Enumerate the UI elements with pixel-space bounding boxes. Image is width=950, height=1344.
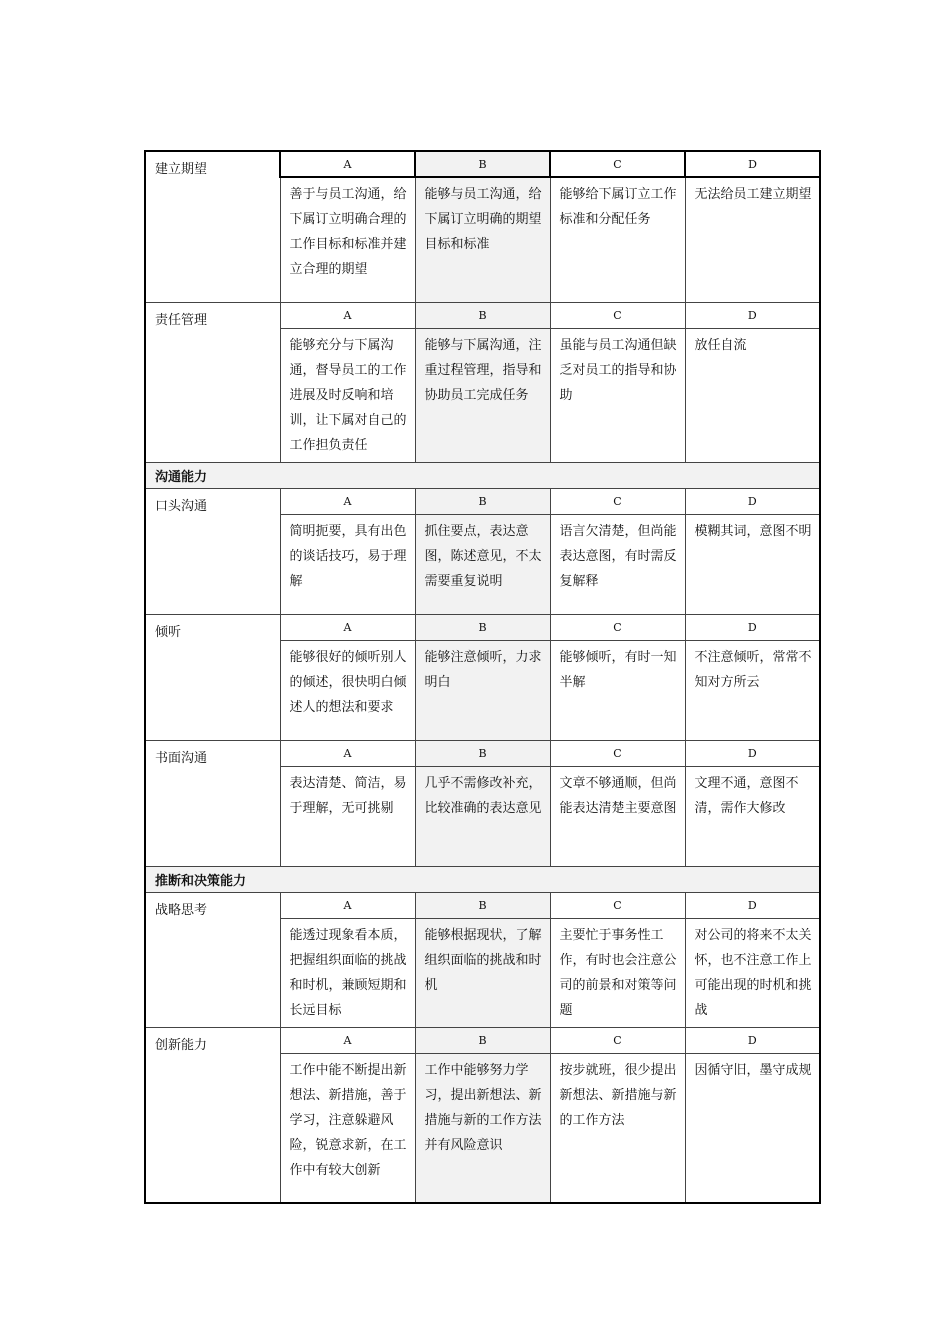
grade-description-a: 工作中能不断提出新想法、新措施，善于学习，注意躲避风险，锐意求新，在工作中有较大创新 bbox=[280, 1053, 415, 1203]
grade-header-row bbox=[145, 151, 820, 177]
competency-name: 战略思考 bbox=[145, 892, 280, 1027]
grade-label-d: D bbox=[685, 614, 820, 640]
grade-description-c: 虽能与员工沟通但缺乏对员工的指导和协助 bbox=[550, 328, 685, 462]
grade-header-row bbox=[145, 302, 820, 328]
section-title: 推断和决策能力 bbox=[145, 866, 820, 892]
grade-description-a: 能透过现象看本质，把握组织面临的挑战和时机，兼顾短期和长远目标 bbox=[280, 918, 415, 1027]
grade-description-c: 按步就班，很少提出新想法、新措施与新的工作方法 bbox=[550, 1053, 685, 1203]
grade-description-b: 抓住要点，表达意图，陈述意见，不太需要重复说明 bbox=[415, 514, 550, 614]
grade-label-b: B bbox=[415, 614, 550, 640]
grade-label-a: A bbox=[280, 614, 415, 640]
grade-description-c: 能够给下属订立工作标准和分配任务 bbox=[550, 177, 685, 302]
grade-label-a: A bbox=[280, 1027, 415, 1053]
grade-description-a: 善于与员工沟通，给下属订立明确合理的工作目标和标准并建立合理的期望 bbox=[280, 177, 415, 302]
grade-label-b: B bbox=[415, 1027, 550, 1053]
grade-label-b: B bbox=[415, 302, 550, 328]
grade-label-b: B bbox=[415, 892, 550, 918]
grade-label-a: A bbox=[280, 151, 415, 177]
grade-label-b: B bbox=[415, 488, 550, 514]
grade-description-a: 能够充分与下属沟通，督导员工的工作进展及时反响和培训，让下属对自己的工作担负责任 bbox=[280, 328, 415, 462]
competency-name: 倾听 bbox=[145, 614, 280, 740]
grade-label-d: D bbox=[685, 1027, 820, 1053]
grade-description-a: 简明扼要，具有出色的谈话技巧，易于理解 bbox=[280, 514, 415, 614]
grade-label-c: C bbox=[550, 892, 685, 918]
grade-label-c: C bbox=[550, 151, 685, 177]
grade-description-d: 无法给员工建立期望 bbox=[685, 177, 820, 302]
grade-label-c: C bbox=[550, 488, 685, 514]
grade-description-d: 对公司的将来不太关怀，也不注意工作上可能出现的时机和挑战 bbox=[685, 918, 820, 1027]
grade-description-a: 能够很好的倾听别人的倾述，很快明白倾述人的想法和要求 bbox=[280, 640, 415, 740]
grade-label-d: D bbox=[685, 740, 820, 766]
grade-description-d: 不注意倾听，常常不知对方所云 bbox=[685, 640, 820, 740]
grade-label-d: D bbox=[685, 302, 820, 328]
grade-label-c: C bbox=[550, 614, 685, 640]
grade-description-b: 能够根据现状，了解组织面临的挑战和时机 bbox=[415, 918, 550, 1027]
section-title: 沟通能力 bbox=[145, 462, 820, 488]
grade-label-a: A bbox=[280, 302, 415, 328]
grade-label-b: B bbox=[415, 151, 550, 177]
grade-description-d: 文理不通，意图不清，需作大修改 bbox=[685, 766, 820, 866]
grade-description-d: 模糊其词，意图不明 bbox=[685, 514, 820, 614]
section-header-row bbox=[145, 866, 820, 892]
grade-description-b: 能够与下属沟通，注重过程管理，指导和协助员工完成任务 bbox=[415, 328, 550, 462]
grade-header-row bbox=[145, 614, 820, 640]
grade-label-a: A bbox=[280, 892, 415, 918]
competency-name: 创新能力 bbox=[145, 1027, 280, 1203]
grade-description-c: 能够倾听，有时一知半解 bbox=[550, 640, 685, 740]
grade-description-d: 因循守旧，墨守成规 bbox=[685, 1053, 820, 1203]
competency-name: 口头沟通 bbox=[145, 488, 280, 614]
grade-description-b: 工作中能够努力学习，提出新想法、新措施与新的工作方法并有风险意识 bbox=[415, 1053, 550, 1203]
grade-description-a: 表达清楚、简洁，易于理解，无可挑剔 bbox=[280, 766, 415, 866]
grade-label-a: A bbox=[280, 740, 415, 766]
competency-name: 建立期望 bbox=[145, 151, 280, 302]
grade-label-c: C bbox=[550, 1027, 685, 1053]
grade-label-d: D bbox=[685, 488, 820, 514]
grade-label-b: B bbox=[415, 740, 550, 766]
grade-description-b: 能够与员工沟通，给下属订立明确的期望目标和标准 bbox=[415, 177, 550, 302]
grade-description-c: 语言欠清楚，但尚能表达意图，有时需反复解释 bbox=[550, 514, 685, 614]
competency-name: 书面沟通 bbox=[145, 740, 280, 866]
grade-description-b: 能够注意倾听，力求明白 bbox=[415, 640, 550, 740]
section-header-row bbox=[145, 462, 820, 488]
grade-description-c: 主要忙于事务性工作，有时也会注意公司的前景和对策等问题 bbox=[550, 918, 685, 1027]
competency-rating-table bbox=[144, 150, 821, 1204]
grade-header-row bbox=[145, 1027, 820, 1053]
table-body bbox=[145, 151, 820, 1203]
grade-label-c: C bbox=[550, 740, 685, 766]
grade-header-row bbox=[145, 892, 820, 918]
grade-label-a: A bbox=[280, 488, 415, 514]
grade-description-b: 几乎不需修改补充，比较准确的表达意见 bbox=[415, 766, 550, 866]
grade-description-c: 文章不够通顺，但尚能表达清楚主要意图 bbox=[550, 766, 685, 866]
grade-label-d: D bbox=[685, 151, 820, 177]
grade-label-c: C bbox=[550, 302, 685, 328]
grade-description-d: 放任自流 bbox=[685, 328, 820, 462]
grade-header-row bbox=[145, 488, 820, 514]
competency-name: 责任管理 bbox=[145, 302, 280, 462]
grade-label-d: D bbox=[685, 892, 820, 918]
grade-header-row bbox=[145, 740, 820, 766]
